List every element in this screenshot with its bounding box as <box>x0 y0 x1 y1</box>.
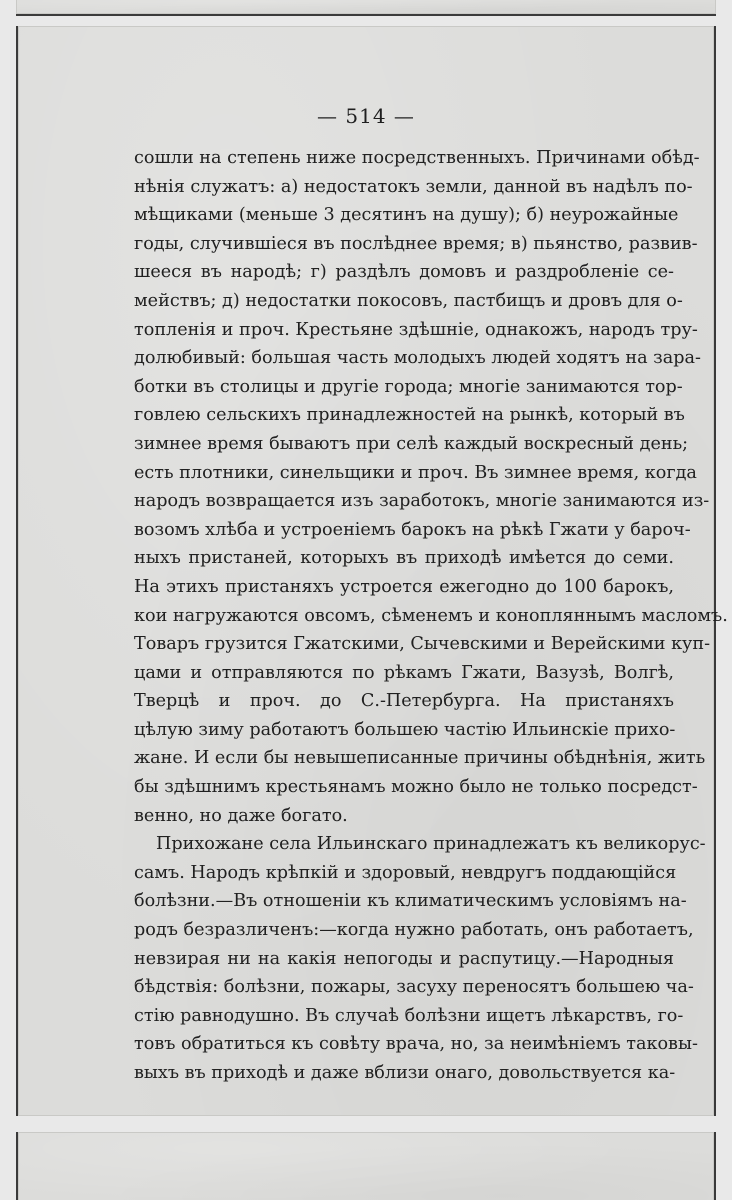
text-line: годы, случившіеся въ послѣднее время; в) пьянство, развив- <box>134 233 698 254</box>
next-page-edge <box>16 1132 716 1200</box>
text-line: народъ возвращается изъ заработокъ, многіе занимаются из- <box>134 491 710 512</box>
text-line: сошли на степень ниже посредственныхъ. Причинами обѣд- <box>134 148 700 168</box>
text-line: болѣзни.—Въ отношеніи къ климатическимъ условіямъ на- <box>134 891 687 912</box>
text-line: стію равнодушно. Въ случаѣ болѣзни ищетъ лѣкарствъ, го- <box>134 1005 684 1026</box>
text-line: кои нагружаются овсомъ, сѣменемъ и конопляннымъ масломъ. <box>134 605 728 626</box>
text-line: бѣдствія: болѣзни, пожары, засуху переносятъ большею ча- <box>134 977 694 998</box>
scanned-page <box>16 26 728 1116</box>
text-line: жане. И если бы невышеписанные причины обѣднѣнія, жить <box>134 748 706 769</box>
previous-page-edge <box>16 0 716 16</box>
text-line: бы здѣшнимъ крестьянамъ можно было не только посредст- <box>134 777 698 798</box>
text-line: зимнее время бываютъ при селѣ каждый воскресный день; <box>134 433 689 454</box>
text-line: Прихожане села Ильинскаго принадлежатъ къ великорус- <box>156 834 706 855</box>
text-line: ныхъ пристаней, которыхъ въ приходѣ имѣется до семи. <box>134 548 674 569</box>
page-text <box>134 144 728 1088</box>
text-line: родъ безразличенъ:—когда нужно работать, онъ работаетъ, <box>134 920 694 941</box>
text-line: На этихъ пристаняхъ устроется ежегодно до 100 барокъ, <box>134 576 674 597</box>
text-line: мействъ; д) недостатки покосовъ, пастбищъ и дровъ для о- <box>134 290 683 311</box>
text-line: цами и отправляются по рѣкамъ Гжати, Вазузѣ, Волгѣ, <box>134 662 674 683</box>
page-number: — 514 — <box>317 104 415 128</box>
text-line: товъ обратиться къ совѣту врача, но, за неимѣніемъ таковы- <box>134 1034 698 1055</box>
text-line: Тверцѣ и проч. до С.-Петербурга. На пристаняхъ <box>134 691 674 712</box>
text-line: невзирая ни на какія непогоды и распутицу.—Народныя <box>134 948 674 969</box>
text-line: долюбивый: большая часть молодыхъ людей ходятъ на зара- <box>134 348 701 369</box>
text-line: самъ. Народъ крѣпкій и здоровый, невдругъ поддающійся <box>134 862 677 883</box>
text-line: нѣнія служатъ: а) недостатокъ земли, данной въ надѣлъ по- <box>134 176 693 197</box>
text-line: цѣлую зиму работаютъ большею частію Ильинскіе прихо- <box>134 719 676 740</box>
text-line: возомъ хлѣба и устроеніемъ барокъ на рѣкѣ Гжати у бароч- <box>134 519 691 540</box>
text-line: Товаръ грузится Гжатскими, Сычевскими и Верейскими куп- <box>134 634 711 655</box>
text-line: выхъ въ приходѣ и даже вблизи онаго, довольствуется ка- <box>134 1063 676 1083</box>
text-line: венно, но даже богато. <box>134 805 348 826</box>
text-line: мѣщиками (меньше 3 десятинъ на душу); б) неурожайные <box>134 205 679 226</box>
text-line: шееся въ народѣ; г) раздѣлъ домовъ и раздробленіе се- <box>134 262 674 283</box>
text-line: говлею сельскихъ принадлежностей на рынкѣ, который въ <box>134 405 685 426</box>
text-line: топленія и проч. Крестьяне здѣшніе, однакожъ, народъ тру- <box>134 319 698 340</box>
text-line: ботки въ столицы и другіе города; многіе занимаются тор- <box>134 376 683 397</box>
text-line: есть плотники, синельщики и проч. Въ зимнее время, когда <box>134 462 697 483</box>
